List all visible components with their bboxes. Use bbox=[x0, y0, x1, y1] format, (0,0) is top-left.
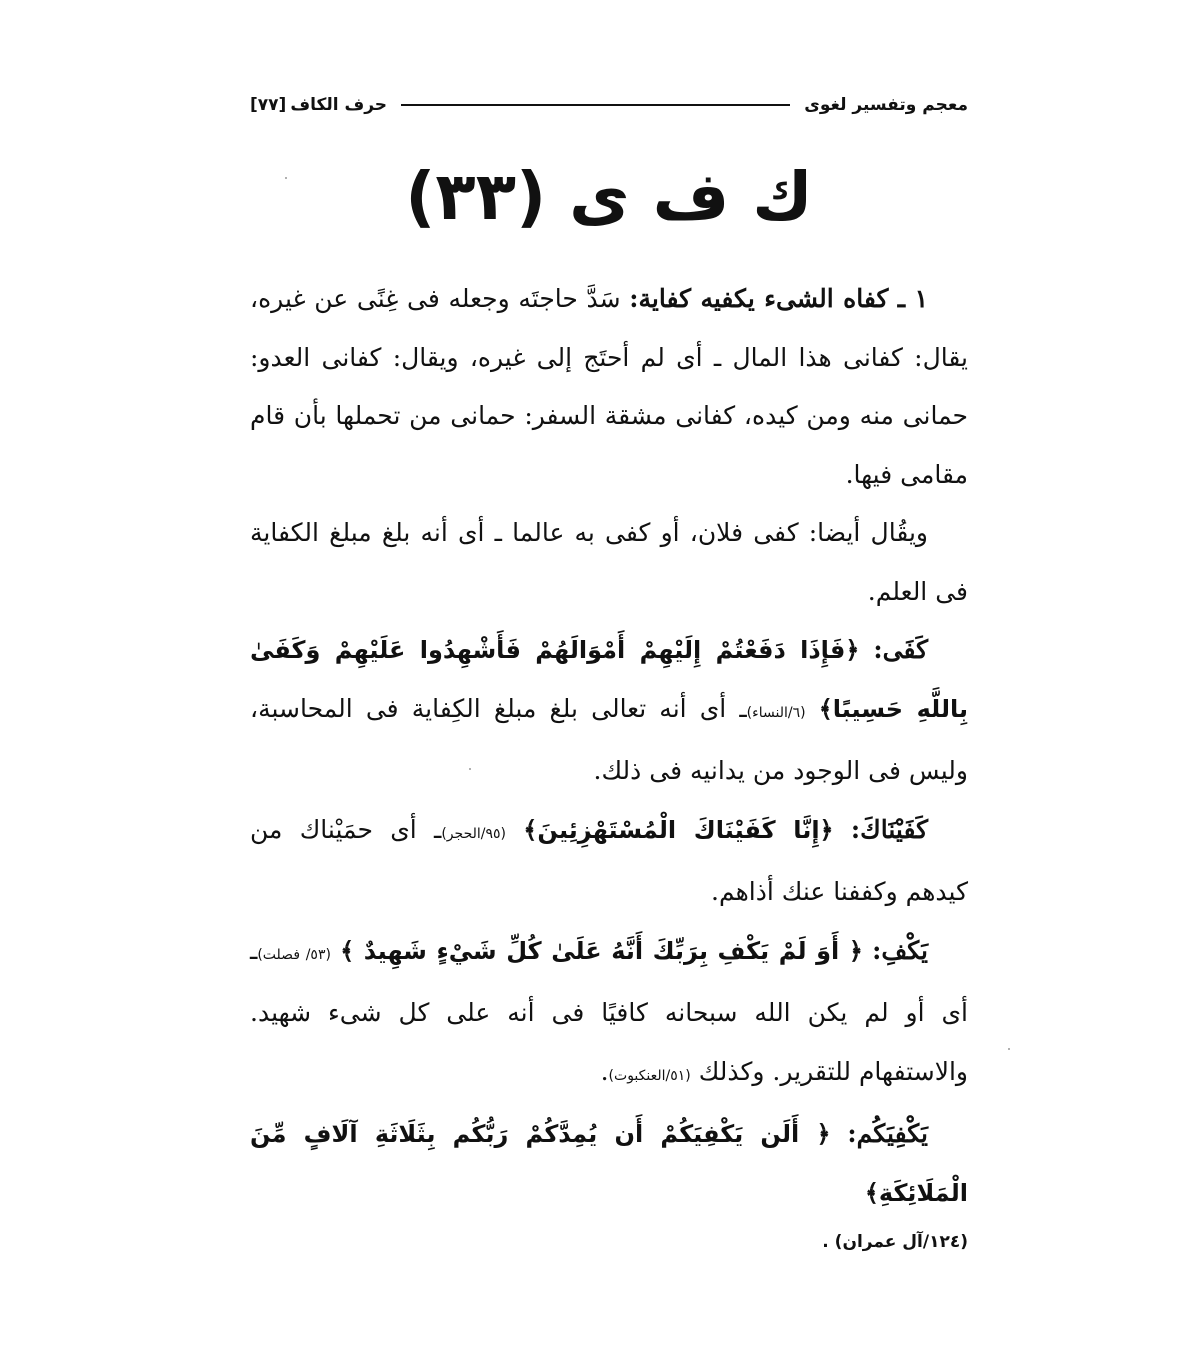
quran-verse: ﴿فَإِذَا دَفَعْتُمْ إِلَيْهِمْ أَمْوَالَهُمْ فَأَشْهِدُوا عَلَيْهِمْ وَكَفَىٰ بِاللَّهِ حَسِيبًا﴾ bbox=[250, 636, 968, 723]
entry-term: يَكْفِ: bbox=[872, 935, 928, 965]
entry-text: ـ أى أو لم يكن الله سبحانه كافيًا فى أنه على كل شىء شهيد. والاستفهام للتقرير. وكذلك bbox=[250, 935, 968, 1086]
verse-reference: (٦/النساء) bbox=[746, 704, 806, 721]
paragraph-6 bbox=[250, 1105, 968, 1222]
verse-reference: (٥٣/ فصلت) bbox=[257, 946, 331, 963]
paragraph-2 bbox=[250, 504, 968, 621]
entry-text: ويقُال أيضا: كفى فلان، أو كفى به عالما ـ أى أنه بلغ مبلغ الكفاية فى العلم. bbox=[250, 518, 968, 606]
header-rule bbox=[401, 104, 790, 106]
scan-speck bbox=[285, 177, 287, 179]
entry-text-end: . bbox=[600, 1056, 609, 1086]
running-header bbox=[250, 92, 968, 118]
paragraph-5 bbox=[250, 922, 968, 1106]
entry-term: يَكْفِيَكُم: bbox=[847, 1119, 928, 1148]
quran-verse: ﴿إِنَّا كَفَيْنَاكَ الْمُسْتَهْزِئِينَ﴾ bbox=[523, 815, 834, 844]
entry-text: سَدَّ حاجتَه وجعله فى غِنًى عن غيره، يقال: كفانى هذا المال ـ أى لم أحتَج إلى غيره، ويقال: كفانى العدو: حمانى منه ومن كيده، كفانى مشقة السفر: حمانى من تحملها بأن قام مقامى فيها. bbox=[250, 284, 968, 489]
root-title: ك ف ى (٣٣) bbox=[405, 158, 813, 235]
section-name: حرف الكاف bbox=[290, 95, 388, 115]
paragraph-1 bbox=[250, 270, 968, 504]
quran-verse: ﴿ أَوَ لَمْ يَكْفِ بِرَبِّكَ أَنَّهُ عَلَىٰ كُلِّ شَيْءٍ شَهِيدٌ ﴾ bbox=[340, 936, 863, 965]
entry-text: ـ أى حمَيْناك من كيدهم وكففنا عنك أذاهم. bbox=[250, 814, 968, 906]
paragraph-6-reference bbox=[250, 1222, 968, 1262]
paragraph-4 bbox=[250, 801, 968, 922]
entry-term: كَفَيْنَاكَ: bbox=[850, 814, 929, 844]
entry-text: ـ أى أنه تعالى بلغ مبلغ الكِفاية فى المحاسبة، وليس فى الوجود من يدانيه فى ذلك. bbox=[250, 693, 968, 785]
verse-reference: (٩٥/الحجر) bbox=[441, 825, 506, 842]
scan-speck bbox=[469, 768, 471, 770]
scan-speck bbox=[1008, 1048, 1010, 1050]
body-text bbox=[250, 270, 968, 1262]
verse-reference: (٥١/العنكبوت) bbox=[608, 1067, 691, 1084]
paragraph-3 bbox=[250, 621, 968, 801]
entry-term: كَفَى: bbox=[873, 635, 929, 664]
verse-reference: (١٢٤/آل عمران) . bbox=[822, 1232, 968, 1252]
quran-verse: ﴿ أَلَن يَكْفِيَكُمْ أَن يُمِدَّكُمْ رَبُّكُم بِثَلَاثَةِ آلَافٍ مِّنَ الْمَلَائِكَةِ﴾ bbox=[250, 1120, 968, 1207]
book-title: معجم وتفسير لغوى bbox=[804, 95, 968, 115]
page-number: [٧٧] bbox=[250, 95, 287, 115]
entry-term: ١ ـ كفاه الشىء يكفيه كفاية: bbox=[629, 284, 928, 313]
document-page bbox=[250, 80, 968, 1252]
